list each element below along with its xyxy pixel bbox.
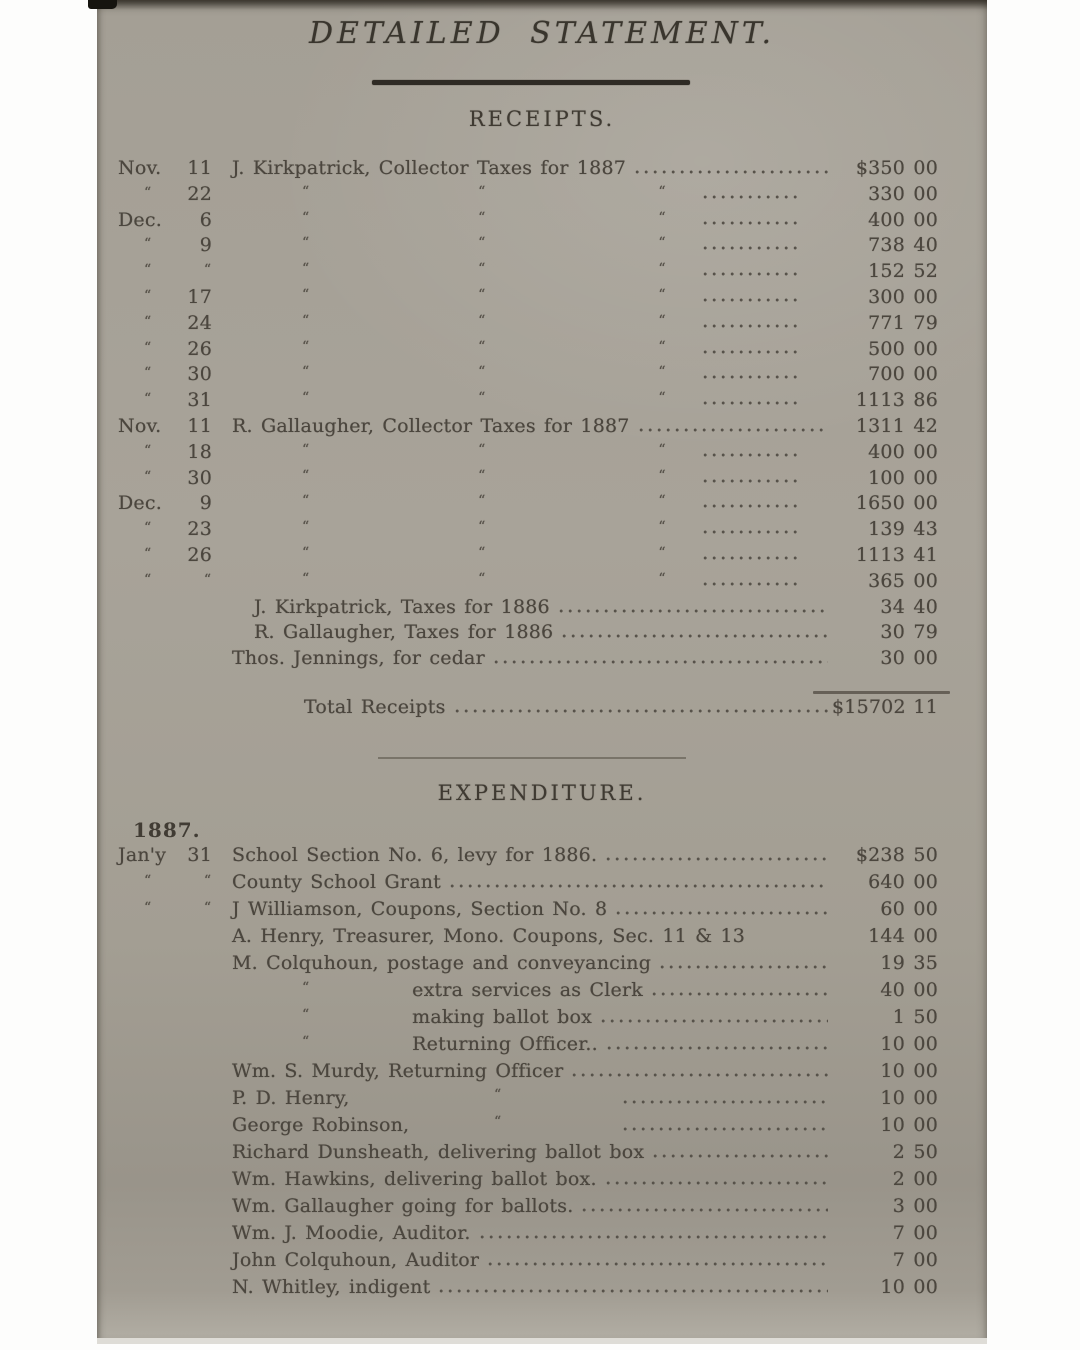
description: P. D. Henry, bbox=[232, 1087, 350, 1109]
date-day: 6 bbox=[199, 208, 212, 231]
description: Wm. J. Moodie, Auditor. bbox=[232, 1222, 471, 1244]
ditto-mark: “ bbox=[203, 900, 212, 916]
receipt-row bbox=[97, 570, 987, 596]
description: Richard Dunsheath, delivering ballot box bbox=[232, 1141, 645, 1163]
leader-dots bbox=[494, 659, 828, 665]
amount-cents: 00 bbox=[913, 337, 938, 360]
amount-dollars: 738 bbox=[868, 234, 905, 257]
ditto-mark: “ bbox=[478, 364, 487, 381]
amount-cents: 00 bbox=[913, 647, 938, 670]
description: R. Gallaugher, Collector Taxes for 1887 bbox=[232, 414, 630, 437]
date-day: 17 bbox=[187, 285, 212, 308]
ditto-mark: “ bbox=[658, 390, 667, 407]
expenditure-row bbox=[97, 1276, 987, 1303]
date-day: 11 bbox=[187, 414, 212, 437]
ditto-mark: “ bbox=[302, 1034, 311, 1050]
amount-dollars: 771 bbox=[868, 311, 905, 334]
leader-dots bbox=[572, 1072, 828, 1078]
ditto-mark: “ bbox=[658, 441, 667, 458]
ditto-mark: “ bbox=[658, 261, 667, 278]
total-amount-dollars: $15702 bbox=[832, 695, 906, 718]
receipt-row bbox=[97, 467, 987, 493]
leader-dots bbox=[703, 555, 800, 561]
amount-cents: 00 bbox=[913, 157, 938, 179]
ditto-mark: “ bbox=[302, 980, 311, 996]
expenditure-row bbox=[97, 898, 987, 925]
expenditure-row bbox=[97, 1141, 987, 1168]
date-day: 26 bbox=[187, 337, 212, 360]
amount-dollars: 10 bbox=[880, 1060, 905, 1082]
amount-cents: 00 bbox=[913, 1249, 938, 1271]
ditto-mark: “ bbox=[144, 339, 153, 356]
date-day: 11 bbox=[187, 157, 212, 179]
expenditure-row bbox=[97, 1168, 987, 1195]
amount-cents: 00 bbox=[913, 1195, 938, 1217]
description: Wm. S. Murdy, Returning Officer bbox=[232, 1060, 564, 1082]
amount-cents: 00 bbox=[913, 979, 938, 1001]
amount-dollars: 2 bbox=[892, 1168, 905, 1190]
ditto-mark: “ bbox=[478, 519, 487, 536]
ditto-mark: “ bbox=[302, 235, 311, 252]
receipt-row bbox=[97, 183, 987, 209]
amount-dollars: 10 bbox=[880, 1114, 905, 1136]
amount-dollars: 40 bbox=[880, 979, 905, 1001]
amount-dollars: $350 bbox=[855, 157, 905, 179]
receipt-row bbox=[97, 209, 987, 235]
total-label: Total Receipts bbox=[304, 695, 446, 718]
ditto-mark: “ bbox=[302, 183, 311, 200]
description: George Robinson, bbox=[232, 1114, 410, 1136]
ditto-mark: “ bbox=[658, 364, 667, 381]
ditto-mark: “ bbox=[658, 493, 667, 510]
ditto-mark: “ bbox=[478, 235, 487, 252]
ditto-mark: “ bbox=[478, 183, 487, 200]
date-month: Jan'y bbox=[118, 844, 167, 866]
ditto-mark: “ bbox=[302, 390, 311, 407]
ditto-mark: “ bbox=[144, 442, 153, 459]
description: J Williamson, Coupons, Section No. 8 bbox=[232, 898, 608, 920]
ditto-mark: “ bbox=[144, 545, 153, 562]
ditto-mark: “ bbox=[478, 441, 487, 458]
ditto-mark: “ bbox=[658, 467, 667, 484]
amount-dollars: 19 bbox=[880, 952, 905, 974]
description: extra services as Clerk bbox=[412, 979, 643, 1001]
amount-cents: 50 bbox=[913, 844, 938, 866]
amount-dollars: 700 bbox=[868, 363, 905, 386]
amount-cents: 00 bbox=[913, 182, 938, 205]
ditto-mark: “ bbox=[144, 262, 153, 279]
ditto-mark: “ bbox=[658, 286, 667, 303]
ditto-mark: “ bbox=[144, 313, 153, 330]
amount-cents: 00 bbox=[913, 440, 938, 463]
date-day: 26 bbox=[187, 543, 212, 566]
amount-dollars: 1 bbox=[892, 1006, 905, 1028]
scan-artifact bbox=[88, 0, 117, 9]
amount-cents: 00 bbox=[913, 1168, 938, 1190]
amount-cents: 43 bbox=[913, 518, 938, 541]
amount-cents: 00 bbox=[913, 1060, 938, 1082]
amount-dollars: 60 bbox=[880, 898, 905, 920]
amount-dollars: 1113 bbox=[855, 389, 905, 412]
description: Wm. Hawkins, delivering ballot box. bbox=[232, 1168, 597, 1190]
date-day: 30 bbox=[187, 363, 212, 386]
receipt-row bbox=[97, 415, 987, 441]
amount-cents: 79 bbox=[913, 621, 938, 644]
description: R. Gallaugher, Taxes for 1886 bbox=[254, 621, 554, 644]
amount-dollars: 34 bbox=[880, 595, 905, 618]
ditto-mark: “ bbox=[203, 571, 212, 588]
receipt-row bbox=[97, 544, 987, 570]
ditto-mark: “ bbox=[658, 235, 667, 252]
date-month: Dec. bbox=[118, 492, 162, 515]
section-divider bbox=[378, 757, 686, 759]
ditto-mark: “ bbox=[203, 262, 212, 279]
page-bottom-edge bbox=[97, 1338, 987, 1344]
leader-dots bbox=[703, 581, 800, 587]
leader-dots bbox=[439, 1288, 828, 1294]
ditto-mark: “ bbox=[144, 520, 153, 537]
amount-cents: 35 bbox=[913, 952, 938, 974]
leader-dots bbox=[703, 271, 800, 277]
leader-dots bbox=[652, 991, 828, 997]
leader-dots bbox=[703, 349, 800, 355]
description: making ballot box bbox=[412, 1006, 593, 1028]
ditto-mark: “ bbox=[302, 364, 311, 381]
amount-cents: 41 bbox=[913, 543, 938, 566]
page-title: DETAILED STATEMENT. bbox=[308, 16, 776, 51]
leader-dots bbox=[559, 608, 828, 614]
leader-dots bbox=[606, 856, 828, 862]
ditto-mark: “ bbox=[478, 286, 487, 303]
ditto-mark: “ bbox=[494, 1087, 503, 1103]
date-day: 31 bbox=[187, 389, 212, 412]
leader-dots bbox=[616, 910, 828, 916]
receipt-row bbox=[97, 338, 987, 364]
leader-dots bbox=[623, 1126, 828, 1132]
ditto-mark: “ bbox=[478, 570, 487, 587]
amount-dollars: 330 bbox=[868, 182, 905, 205]
amount-cents: 00 bbox=[913, 871, 938, 893]
amount-cents: 79 bbox=[913, 311, 938, 334]
ditto-mark: “ bbox=[144, 365, 153, 382]
description: N. Whitley, indigent bbox=[232, 1276, 431, 1298]
receipt-row bbox=[97, 234, 987, 260]
ditto-mark: “ bbox=[144, 571, 153, 588]
amount-dollars: 139 bbox=[868, 518, 905, 541]
amount-dollars: 500 bbox=[868, 337, 905, 360]
expenditure-table bbox=[97, 844, 987, 1303]
expenditure-row bbox=[97, 1222, 987, 1249]
expenditure-row bbox=[97, 1033, 987, 1060]
amount-cents: 00 bbox=[913, 285, 938, 308]
amount-dollars: 30 bbox=[880, 621, 905, 644]
expenditure-row bbox=[97, 844, 987, 871]
expenditure-row bbox=[97, 979, 987, 1006]
ditto-mark: “ bbox=[203, 873, 212, 889]
ditto-mark: “ bbox=[302, 1007, 311, 1023]
paper-sheet bbox=[97, 0, 987, 1344]
leader-dots bbox=[606, 1180, 828, 1186]
leader-dots bbox=[607, 1045, 828, 1051]
amount-cents: 52 bbox=[913, 260, 938, 283]
leader-dots bbox=[601, 1018, 828, 1024]
amount-dollars: $238 bbox=[855, 844, 905, 866]
ditto-mark: “ bbox=[478, 261, 487, 278]
amount-dollars: 7 bbox=[892, 1249, 905, 1271]
total-row bbox=[97, 696, 987, 723]
amount-dollars: 1311 bbox=[855, 414, 905, 437]
receipt-row bbox=[97, 389, 987, 415]
date-day: 9 bbox=[199, 492, 212, 515]
leader-dots bbox=[639, 427, 828, 433]
leader-dots bbox=[703, 503, 800, 509]
amount-dollars: 400 bbox=[868, 208, 905, 231]
leader-dots bbox=[703, 400, 800, 406]
description: M. Colquhoun, postage and conveyancing bbox=[232, 952, 652, 974]
leader-dots bbox=[653, 1153, 828, 1159]
receipts-table bbox=[97, 157, 987, 723]
expenditure-year: 1887. bbox=[133, 818, 201, 842]
amount-dollars: 100 bbox=[868, 466, 905, 489]
receipt-row bbox=[97, 157, 987, 183]
leader-dots bbox=[703, 323, 800, 329]
date-day: 23 bbox=[187, 518, 212, 541]
ditto-mark: “ bbox=[144, 184, 153, 201]
date-day: 30 bbox=[187, 466, 212, 489]
leader-dots bbox=[703, 478, 800, 484]
sum-rule bbox=[813, 691, 950, 694]
ditto-mark: “ bbox=[302, 519, 311, 536]
description: County School Grant bbox=[232, 871, 442, 893]
ditto-mark: “ bbox=[302, 467, 311, 484]
ditto-mark: “ bbox=[144, 468, 153, 485]
amount-cents: 86 bbox=[913, 389, 938, 412]
expenditure-row bbox=[97, 1114, 987, 1141]
amount-cents: 50 bbox=[913, 1006, 938, 1028]
receipt-row bbox=[97, 312, 987, 338]
leader-dots bbox=[488, 1261, 828, 1267]
leader-dots bbox=[455, 708, 828, 714]
amount-cents: 42 bbox=[913, 414, 938, 437]
ditto-mark: “ bbox=[302, 209, 311, 226]
ditto-mark: “ bbox=[302, 338, 311, 355]
total-amount-cents: 11 bbox=[913, 695, 938, 718]
leader-dots bbox=[582, 1207, 828, 1213]
leader-dots bbox=[703, 452, 800, 458]
receipt-row bbox=[97, 260, 987, 286]
ditto-mark: “ bbox=[478, 209, 487, 226]
amount-dollars: 144 bbox=[868, 925, 905, 947]
ditto-mark: “ bbox=[658, 209, 667, 226]
amount-dollars: 2 bbox=[892, 1141, 905, 1163]
receipt-row bbox=[97, 492, 987, 518]
receipt-row bbox=[97, 647, 987, 673]
ditto-mark: “ bbox=[302, 544, 311, 561]
amount-dollars: 30 bbox=[880, 647, 905, 670]
expenditure-row bbox=[97, 925, 987, 952]
receipt-row bbox=[97, 441, 987, 467]
receipt-row bbox=[97, 363, 987, 389]
amount-cents: 00 bbox=[913, 1087, 938, 1109]
expenditure-row bbox=[97, 1249, 987, 1276]
amount-dollars: 640 bbox=[868, 871, 905, 893]
amount-cents: 40 bbox=[913, 234, 938, 257]
description: Thos. Jennings, for cedar bbox=[232, 647, 485, 670]
page-edge-shadow bbox=[97, 0, 987, 10]
ditto-mark: “ bbox=[478, 390, 487, 407]
description: School Section No. 6, levy for 1886. bbox=[232, 844, 598, 866]
amount-cents: 00 bbox=[913, 925, 938, 947]
leader-dots bbox=[703, 374, 800, 380]
description: Returning Officer.. bbox=[412, 1033, 598, 1055]
expenditure-row bbox=[97, 952, 987, 979]
leader-dots bbox=[703, 297, 800, 303]
ditto-mark: “ bbox=[302, 286, 311, 303]
ditto-mark: “ bbox=[144, 236, 153, 253]
amount-cents: 00 bbox=[913, 466, 938, 489]
amount-cents: 00 bbox=[913, 1114, 938, 1136]
leader-dots bbox=[450, 883, 828, 889]
leader-dots bbox=[635, 169, 828, 175]
date-month: Dec. bbox=[118, 208, 162, 231]
amount-dollars: 400 bbox=[868, 440, 905, 463]
expenditure-row bbox=[97, 1006, 987, 1033]
description: A. Henry, Treasurer, Mono. Coupons, Sec. 11 & 13 bbox=[232, 925, 746, 947]
ditto-mark: “ bbox=[302, 493, 311, 510]
receipt-row bbox=[97, 596, 987, 622]
amount-cents: 00 bbox=[913, 1222, 938, 1244]
amount-dollars: 10 bbox=[880, 1276, 905, 1298]
description: Wm. Gallaugher going for ballots. bbox=[232, 1195, 574, 1217]
expenditure-row bbox=[97, 1060, 987, 1087]
ditto-mark: “ bbox=[302, 312, 311, 329]
description: John Colquhoun, Auditor bbox=[232, 1249, 480, 1271]
amount-cents: 00 bbox=[913, 1276, 938, 1298]
ditto-mark: “ bbox=[478, 493, 487, 510]
ditto-mark: “ bbox=[144, 391, 153, 408]
ditto-mark: “ bbox=[658, 183, 667, 200]
ditto-mark: “ bbox=[658, 312, 667, 329]
expenditure-row bbox=[97, 1195, 987, 1222]
ditto-mark: “ bbox=[144, 873, 153, 889]
date-day: 31 bbox=[187, 844, 212, 866]
date-day: 22 bbox=[187, 182, 212, 205]
leader-dots bbox=[703, 529, 800, 535]
expenditure-heading: EXPENDITURE. bbox=[437, 781, 647, 805]
ditto-mark: “ bbox=[494, 1114, 503, 1130]
ditto-mark: “ bbox=[478, 467, 487, 484]
leader-dots bbox=[703, 220, 800, 226]
receipt-row bbox=[97, 518, 987, 544]
amount-cents: 00 bbox=[913, 363, 938, 386]
expenditure-row bbox=[97, 871, 987, 898]
receipts-heading: RECEIPTS. bbox=[468, 107, 616, 131]
ditto-mark: “ bbox=[478, 338, 487, 355]
expenditure-row bbox=[97, 1087, 987, 1114]
amount-cents: 00 bbox=[913, 1033, 938, 1055]
amount-cents: 00 bbox=[913, 492, 938, 515]
amount-dollars: 1650 bbox=[855, 492, 905, 515]
date-day: 24 bbox=[187, 311, 212, 334]
title-rule bbox=[372, 80, 690, 85]
date-month: Nov. bbox=[118, 157, 162, 179]
receipt-row bbox=[97, 621, 987, 647]
amount-dollars: 10 bbox=[880, 1033, 905, 1055]
receipt-row bbox=[97, 286, 987, 312]
amount-dollars: 3 bbox=[892, 1195, 905, 1217]
ditto-mark: “ bbox=[478, 544, 487, 561]
description: J. Kirkpatrick, Taxes for 1886 bbox=[254, 595, 550, 618]
amount-dollars: 152 bbox=[868, 260, 905, 283]
ditto-mark: “ bbox=[658, 338, 667, 355]
leader-dots bbox=[660, 964, 828, 970]
amount-dollars: 10 bbox=[880, 1087, 905, 1109]
amount-dollars: 7 bbox=[892, 1222, 905, 1244]
leader-dots bbox=[623, 1099, 828, 1105]
leader-dots bbox=[562, 633, 828, 639]
leader-dots bbox=[480, 1234, 828, 1240]
amount-cents: 50 bbox=[913, 1141, 938, 1163]
amount-cents: 40 bbox=[913, 595, 938, 618]
amount-dollars: 1113 bbox=[855, 543, 905, 566]
ditto-mark: “ bbox=[658, 519, 667, 536]
date-day: 9 bbox=[199, 234, 212, 257]
ditto-mark: “ bbox=[478, 312, 487, 329]
leader-dots bbox=[703, 194, 800, 200]
amount-cents: 00 bbox=[913, 898, 938, 920]
description: J. Kirkpatrick, Collector Taxes for 1887 bbox=[232, 157, 627, 179]
ditto-mark: “ bbox=[658, 570, 667, 587]
amount-cents: 00 bbox=[913, 208, 938, 231]
date-day: 18 bbox=[187, 440, 212, 463]
leader-dots bbox=[703, 245, 800, 251]
ditto-mark: “ bbox=[302, 261, 311, 278]
ditto-mark: “ bbox=[302, 441, 311, 458]
amount-dollars: 365 bbox=[868, 569, 905, 592]
ditto-mark: “ bbox=[302, 570, 311, 587]
date-month: Nov. bbox=[118, 414, 162, 437]
ditto-mark: “ bbox=[144, 287, 153, 304]
ditto-mark: “ bbox=[144, 900, 153, 916]
ditto-mark: “ bbox=[658, 544, 667, 561]
amount-cents: 00 bbox=[913, 569, 938, 592]
amount-dollars: 300 bbox=[868, 285, 905, 308]
